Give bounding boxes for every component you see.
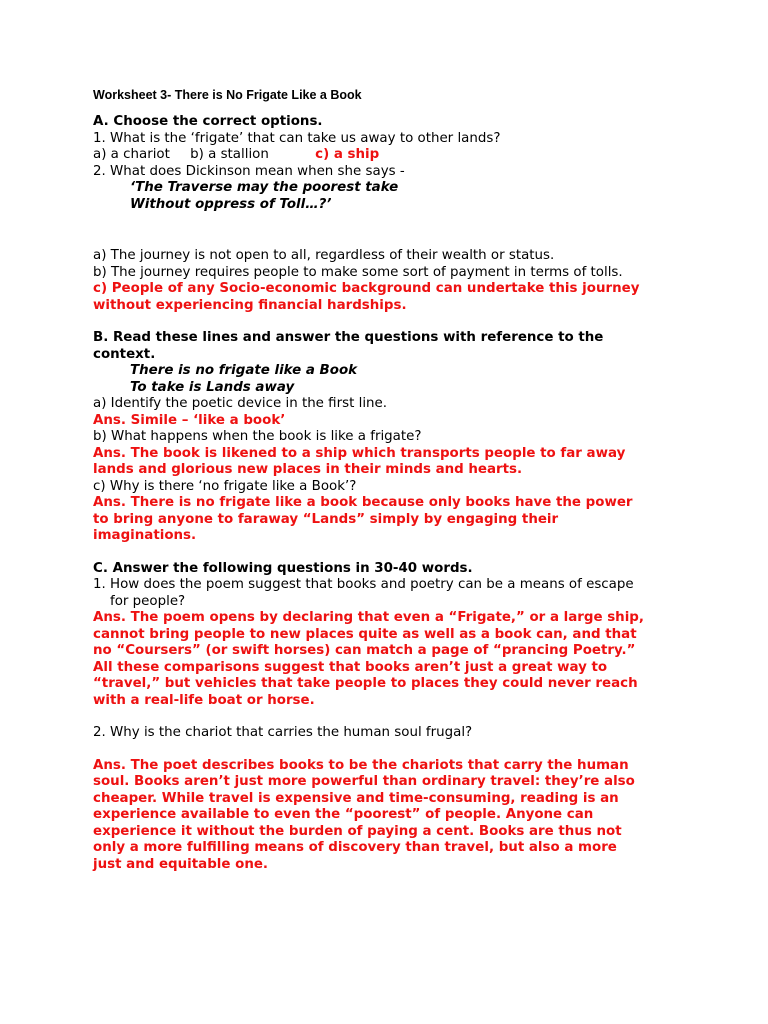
section-a-question-1: 1. What is the ‘frigate’ that can take us away to other lands? [93, 130, 501, 146]
section-a-question-1-options [93, 147, 733, 164]
section-b-answer-b-line-1: Ans. The book is likened to a ship which transports people to far away [93, 445, 626, 461]
section-b-answer-a: Ans. Simile – ‘like a book’ [93, 412, 286, 428]
section-c-answer-1-line-3: no “Coursers” (or swift horses) can match a page of “prancing Poetry.” [93, 643, 636, 658]
section-a-question-2-answer-line-2: without experiencing financial hardships. [93, 297, 407, 313]
section-b-question-c: c) Why is there ‘no frigate like a Book’? [93, 478, 357, 494]
section-c-answer-1-line-6: with a real-life boat or horse. [93, 692, 315, 708]
section-b-heading-line-2: context. [93, 346, 156, 362]
option-c-ship-answer: c) a ship [315, 147, 380, 162]
section-b-answer-c-line-1: Ans. There is no frigate like a book because only books have the power [93, 495, 633, 510]
section-c-question-1-line-2: for people? [110, 593, 186, 609]
section-c-answer-1-line-4: All these comparisons suggest that books aren’t just a great way to [93, 659, 608, 675]
section-b-answer-c-line-2: to bring anyone to faraway “Lands” simply by engaging their [93, 511, 559, 527]
section-b-heading-line-1: B. Read these lines and answer the questions with reference to the [93, 330, 604, 345]
section-c-answer-2-line-3: cheaper. While travel is expensive and time-consuming, reading is an [93, 790, 619, 806]
section-c-answer-2-line-6: only a more fulfilling means of discovery than travel, but also a more [93, 840, 617, 855]
section-a-heading: A. Choose the correct options. [93, 114, 323, 129]
section-a-question-2-option-a: a) The journey is not open to all, regardless of their wealth or status. [93, 248, 555, 263]
section-b-answer-b-line-2: lands and glorious new places in their minds and hearts. [93, 462, 523, 477]
section-b-question-a: a) Identify the poetic device in the first line. [93, 396, 388, 411]
section-c-answer-1-line-5: “travel,” but vehicles that take people to places they could never reach [93, 676, 638, 691]
option-a-chariot: a) a chariot [93, 147, 170, 162]
section-b-quote-line-1: There is no frigate like a Book [130, 363, 358, 378]
section-c-heading: C. Answer the following questions in 30-40 words. [93, 560, 473, 576]
section-a-question-2: 2. What does Dickinson mean when she says - [93, 163, 405, 179]
section-b-quote-line-2: To take is Lands away [130, 379, 295, 395]
section-c-answer-1-line-1: Ans. The poem opens by declaring that even a “Frigate,” or a large ship, [93, 610, 644, 625]
section-c-answer-2-line-1: Ans. The poet describes books to be the chariots that carry the human [93, 757, 629, 773]
worksheet-title: Worksheet 3- There is No Frigate Like a Book [93, 88, 362, 102]
section-c-question-2: 2. Why is the chariot that carries the human soul frugal? [93, 725, 473, 740]
section-a-quote-line-1: ‘The Traverse may the poorest take [130, 180, 399, 195]
worksheet-page [93, 87, 733, 873]
section-c-answer-2-line-7: just and equitable one. [93, 856, 269, 872]
section-b-answer-c-line-3: imaginations. [93, 528, 197, 543]
section-a-quote-line-2: Without oppress of Toll…?’ [130, 196, 332, 212]
section-c-answer-2-line-4: experience available to even the “poorest” of people. Anyone can [93, 807, 594, 822]
option-b-stallion: b) a stallion [190, 147, 269, 162]
section-c-answer-1-line-2: cannot bring people to new places quite as well as a book can, and that [93, 626, 637, 642]
section-a-question-2-answer-line-1: c) People of any Socio-economic background can undertake this journey [93, 281, 640, 296]
section-b-question-b: b) What happens when the book is like a frigate? [93, 429, 422, 444]
section-c-answer-2-line-2: soul. Books aren’t just more powerful than ordinary travel: they’re also [93, 774, 635, 789]
section-a-question-2-option-b: b) The journey requires people to make some sort of payment in terms of tolls. [93, 264, 623, 280]
section-c-answer-2-line-5: experience it without the burden of paying a cent. Books are thus not [93, 823, 622, 839]
section-c-question-1-line-1: 1. How does the poem suggest that books and poetry can be a means of escape [93, 577, 634, 592]
